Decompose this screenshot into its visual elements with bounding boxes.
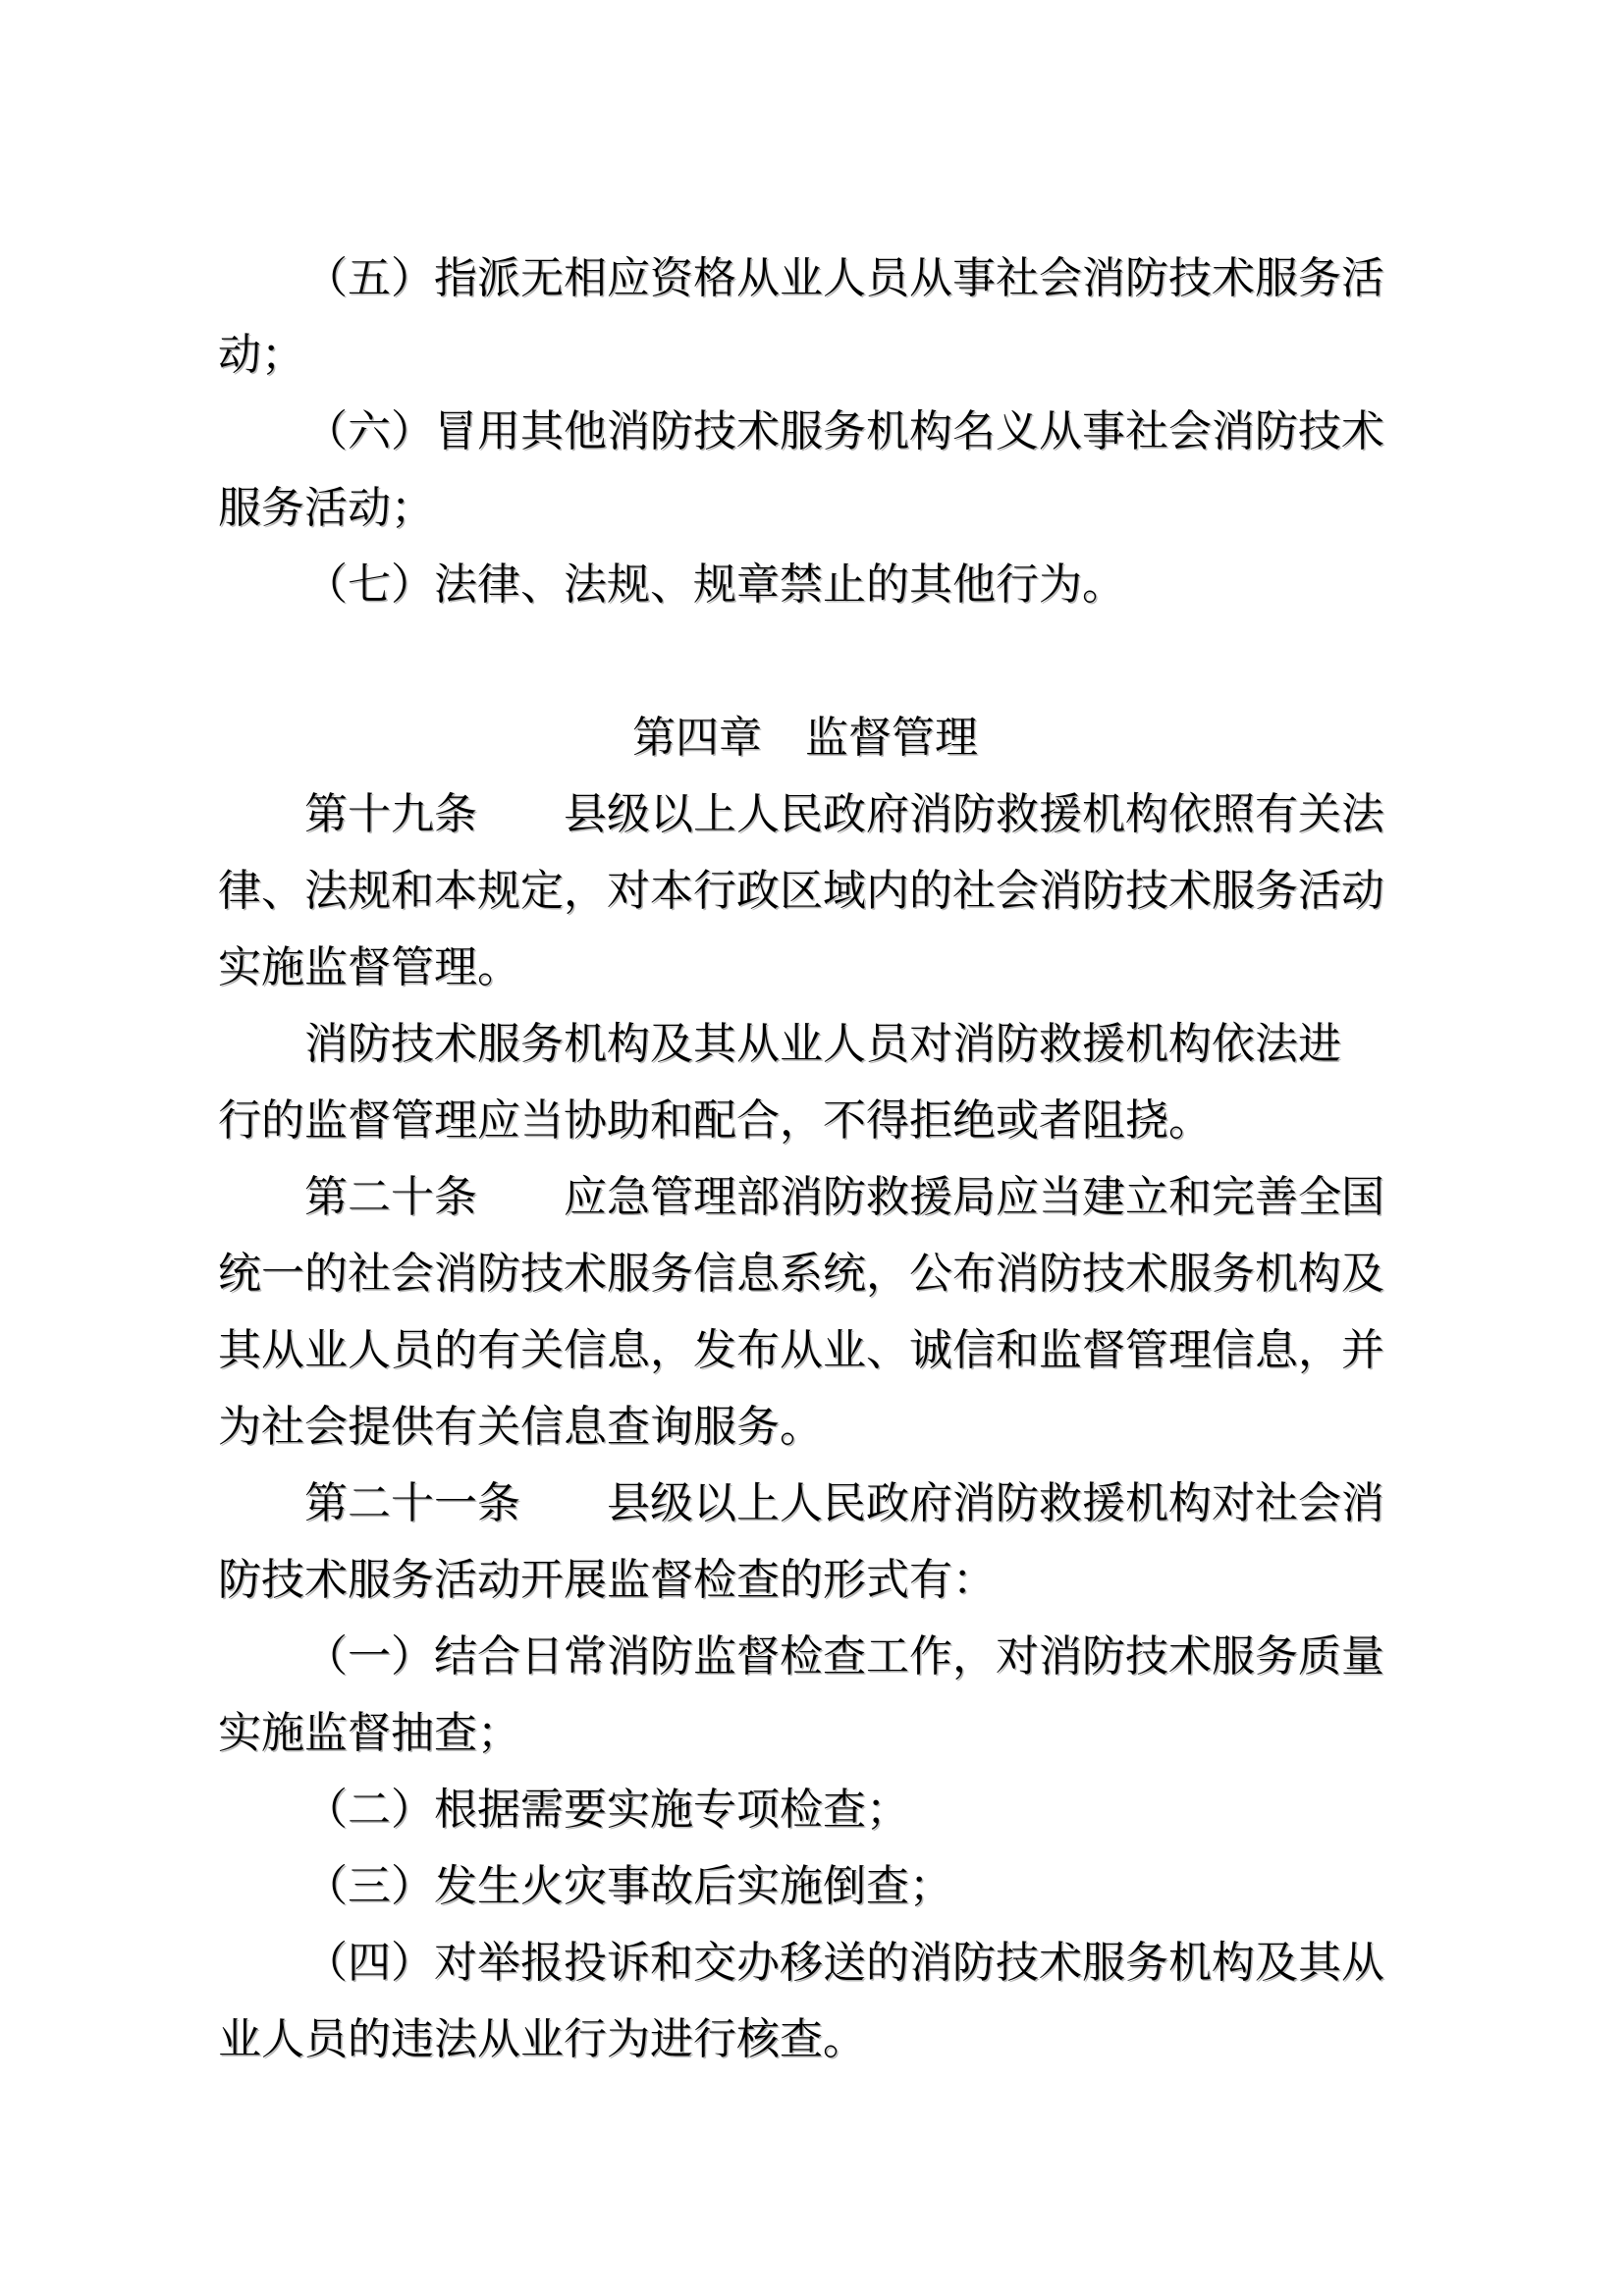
text-line: 行的监督管理应当协助和配合，不得拒绝或者阻挠。	[218, 1096, 1212, 1145]
text-line: （七）法律、法规、规章禁止的其他行为。	[304, 561, 1125, 609]
text-line: 防技术服务活动开展监督检查的形式有：	[218, 1556, 996, 1604]
text-line: 动；	[218, 331, 304, 379]
text-line: 第十九条 县级以上人民政府消防救援机构依照有关法	[304, 790, 1384, 838]
text-line: 其从业人员的有关信息，发布从业、诚信和监督管理信息，并	[218, 1326, 1384, 1374]
text-line: 第四章 监督管理	[632, 714, 978, 762]
text-line: 律、法规和本规定，对本行政区域内的社会消防技术服务活动	[218, 867, 1384, 915]
text-line: 第二十条 应急管理部消防救援局应当建立和完善全国	[304, 1173, 1384, 1221]
text-line: 消防技术服务机构及其从业人员对消防救援机构依法进	[304, 1020, 1341, 1068]
text-line: 服务活动；	[218, 484, 434, 532]
text-line: （五）指派无相应资格从业人员从事社会消防技术服务活	[304, 254, 1384, 302]
text-line: （六）冒用其他消防技术服务机构名义从事社会消防技术	[304, 407, 1384, 455]
text-line: 统一的社会消防技术服务信息系统，公布消防技术服务机构及	[218, 1250, 1384, 1298]
text-line: 业人员的违法从业行为进行核查。	[218, 2015, 866, 2063]
text-line: 为社会提供有关信息查询服务。	[218, 1403, 823, 1451]
text-line: 第二十一条 县级以上人民政府消防救援机构对社会消	[304, 1479, 1384, 1527]
text-line: （三）发生火灾事故后实施倒查；	[304, 1862, 952, 1910]
text-line	[218, 623, 1392, 700]
text-line: 实施监督抽查；	[218, 1709, 520, 1757]
text-line: （二）根据需要实施专项检查；	[304, 1786, 909, 1834]
text-line: 实施监督管理。	[218, 943, 520, 991]
document-body	[218, 240, 1392, 2078]
text-line: （一）结合日常消防监督检查工作，对消防技术服务质量	[304, 1632, 1384, 1681]
text-line: （四）对举报投诉和交办移送的消防技术服务机构及其从	[304, 1939, 1384, 1987]
